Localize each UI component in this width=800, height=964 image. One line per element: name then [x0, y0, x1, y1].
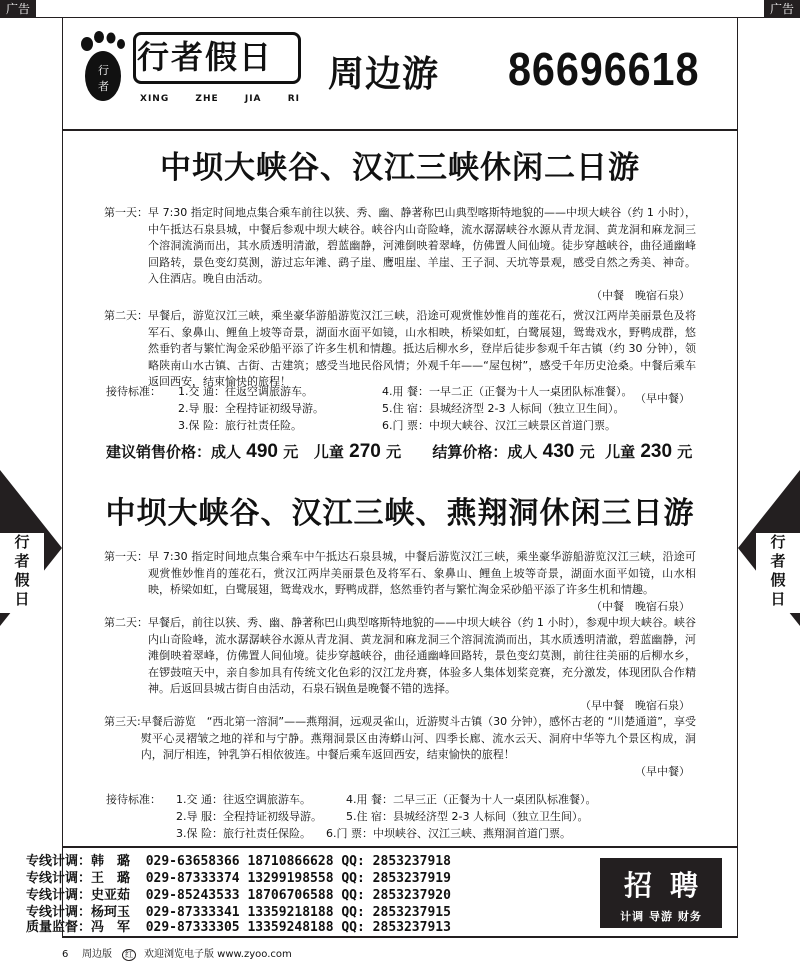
settle-child-price: 230	[640, 441, 673, 462]
day-text: 早 7:30 指定时间地点集合乘车前往以狭、秀、幽、静著称巴山典型喀斯特地貌的——中坝大峡谷（约 1 小时），中午抵达石泉县城，中餐后参观中坝大峡谷。峡谷内山奇险峰，流水潺潺峡谷水源从青龙洞、黄龙洞和麻龙洞三个溶洞流淌而出，其水质透明清澈，碧蓝幽静，河滩倒映着翠峰，仿佛置人间仙境。徒步穿越峡谷，曲径通幽峰回路转，景色变幻莫测，游过忘年滩、鹞子崖、鹰咀崖、羊崖、王子洞、天坑等景观，感受自然之秀美、神奇。入住酒店。晚自由活动。	[148, 206, 696, 285]
contact-row	[26, 870, 451, 887]
side-tab-right: 行 者 假 日	[756, 533, 800, 613]
contact-qq: QQ: 2853237920	[341, 888, 451, 903]
tour2-standard-3: 3.保 险：旅行社责任保险。	[176, 827, 311, 840]
contact-role: 专线计调：	[26, 854, 92, 869]
contact-phone: 029-63658366	[145, 854, 240, 869]
hotline-number: 86696618	[508, 43, 700, 95]
day-label: 第三天:	[104, 715, 141, 728]
ad-tag-right: 广告	[764, 0, 800, 18]
contact-name: 韩 璐	[91, 854, 131, 869]
tour2-itinerary	[104, 549, 696, 780]
contact-phone: 029-87333374	[145, 871, 240, 886]
price-unit: 元	[283, 443, 299, 461]
day-meal: （早中餐）	[635, 391, 690, 405]
logo-foot-char-1: 行	[98, 64, 109, 77]
contact-qq: QQ: 2853237913	[341, 920, 451, 935]
tour1-standard-3: 3.保 险：旅行社责任险。	[178, 419, 302, 432]
contact-qq: QQ: 2853237918	[341, 854, 451, 869]
badge-icon: 红	[122, 949, 136, 961]
day-text: 早 7:30 指定时间地点集合乘车中午抵达石泉县城，中餐后游览汉江三峡，乘坐豪华游船游览汉江三峡，沿途可观赏惟妙惟肖的莲花石，赏汉江两岸美丽景色及将军石、象鼻山、鲤鱼上坡等奇景，湖面水面平如镜，山水相映，桥梁如虹，白鹭展翅，鸳鸯戏水，野鸭成群，悠然垂钓者与繁忙淘金采砂船平添了许多生机和情趣。	[148, 550, 696, 596]
side-tab-left: 行 者 假 日	[0, 533, 44, 613]
contact-row	[26, 919, 451, 936]
tour2-standard-2: 2.导 服：全程持证初级导游。	[176, 810, 322, 823]
contact-mobile: 13299198558	[247, 871, 334, 886]
tour1-standard-2: 2.导 服：全程持证初级导游。	[178, 402, 324, 415]
contact-mobile: 13359248188	[247, 920, 334, 935]
suggest-adult-price: 490	[246, 441, 278, 462]
tour1-standard-6: 6.门 票：中坝大峡谷、汉江三峡景区首道门票。	[382, 419, 616, 432]
recruit-roles: 计调 导游 财务	[620, 910, 702, 923]
day-meal: （早中餐）	[635, 764, 690, 778]
day-label: 第二天：	[104, 616, 148, 629]
contact-qq: QQ: 2853237919	[341, 871, 451, 886]
hotline-label: 周边游	[328, 54, 440, 95]
day-label: 第二天：	[104, 309, 148, 322]
child-label: 儿童	[313, 443, 344, 461]
tour2-standard-5: 5.住 宿：县城经济型 2-3 人标间（独立卫生间）。	[346, 810, 589, 823]
contact-mobile: 18710866628	[247, 854, 334, 869]
footprint-logo-icon	[78, 30, 128, 104]
tour1-standard-1: 1.交 通：往返空调旅游车。	[178, 385, 313, 398]
page-number: 6	[62, 949, 69, 960]
tour2-standard-6: 6.门 票：中坝峡谷、汉江三峡、燕翔洞首道门票。	[326, 827, 571, 840]
day-label: 第一天：	[104, 550, 148, 563]
contact-row	[26, 887, 451, 904]
logo-roman-4: RI	[287, 94, 300, 104]
tour1-standard-4: 4.用 餐：一早二正（正餐为十人一桌团队标准餐）。	[382, 385, 633, 398]
recruit-box	[600, 858, 722, 928]
tour1-standard-5: 5.住 宿：县城经济型 2-3 人标间（独立卫生间）。	[382, 402, 625, 415]
contact-mobile: 13359218188	[247, 905, 334, 920]
price-unit: 元	[386, 443, 402, 461]
price-unit: 元	[677, 443, 693, 461]
footer	[0, 946, 800, 964]
tour1-standards-label: 接待标准：	[106, 385, 161, 398]
logo-foot-char-2: 者	[98, 80, 109, 93]
contact-role: 质量监督：	[26, 920, 92, 935]
recruit-title: 招聘	[623, 869, 716, 902]
contact-row	[26, 853, 451, 870]
contact-name: 史亚茹	[91, 888, 131, 903]
suggest-price-label: 建议销售价格：成人	[106, 443, 242, 461]
contact-mobile: 18706706588	[247, 888, 334, 903]
edition-label: 周边版	[82, 949, 112, 960]
price-unit: 元	[579, 443, 595, 461]
logo-roman-3: JIA	[244, 94, 262, 104]
tour2-title: 中坝大峡谷、汉江三峡、燕翔洞休闲三日游	[105, 496, 695, 531]
day-meal: （中餐 晚宿石泉）	[591, 599, 690, 613]
tour1-itinerary	[104, 205, 696, 407]
contact-qq: QQ: 2853237915	[341, 905, 451, 920]
tour1-day-1	[104, 205, 696, 304]
contact-phone: 029-85243533	[145, 888, 240, 903]
tour2-day-1	[104, 549, 696, 615]
welcome-link[interactable]: 欢迎浏览电子版 www.zyoo.com	[144, 949, 292, 960]
tour1-price	[106, 441, 692, 463]
suggest-child-price: 270	[349, 441, 381, 462]
logo-roman-1: XING	[140, 94, 170, 104]
day-text: 早餐后，前往以狭、秀、幽、静著称巴山典型喀斯特地貌的——中坝大峡谷（约 1 小时），参观中坝大峡谷。峡谷内山奇险峰，流水潺潺峡谷水源从青龙洞、黄龙洞和麻龙洞三个溶洞流淌而出，其水质透明清澈，碧蓝幽静，河滩倒映着翠峰，仿佛置人间仙境。徒步穿越峡谷，曲径通幽峰回路转，景色变幻莫测，前往往美丽的后柳水乡，在锣鼓喧天中，亲自参加具有传统文化色彩的汉江龙舟赛，体验多人集体划桨竞赛，充分激发，体现团队合作精神。后返回县城古街自由活动，石泉石锅鱼是晚餐不错的选择。	[148, 616, 696, 695]
day-label: 第一天：	[104, 206, 148, 219]
contact-name: 冯 军	[91, 920, 131, 935]
contact-name: 杨珂玉	[91, 905, 131, 920]
settle-adult-price: 430	[542, 441, 575, 462]
contact-role: 专线计调：	[26, 888, 92, 903]
logo-name: 行者假日	[137, 38, 274, 76]
tour1-title: 中坝大峡谷、汉江三峡休闲二日游	[160, 150, 640, 186]
contact-phone: 029-87333305	[145, 920, 240, 935]
tour2-day-3	[104, 714, 696, 780]
contact-role: 专线计调：	[26, 871, 92, 886]
contact-name: 王 璐	[91, 871, 131, 886]
ad-tag-left: 广告	[0, 0, 36, 18]
day-text: 早餐后，游览汉江三峡，乘坐豪华游船游览汉江三峡，沿途可观赏惟妙惟肖的莲花石，赏汉江两岸美丽景色及将军石、象鼻山、鲤鱼上坡等奇景，湖面水面平如镜，山水相映，桥梁如虹，白鹭展翅，鸳鸯戏水，野鸭成群，悠然垂钓者与繁忙淘金采砂船平添了许多生机和情趣。抵达后柳水乡，登岸后徒步参观千年古镇（约 30 分钟），领略陕南山水古镇、古街、古建筑；感受当地民俗风情；外观千年——“屋包树”，感受千年历史沧桑。中餐后乘车返回西安，结束愉快的旅程！	[148, 309, 696, 388]
contact-phone: 029-87333341	[145, 905, 240, 920]
tour2-day-2	[104, 615, 696, 714]
logo-roman-2: ZHE	[195, 94, 219, 104]
day-meal: （早中餐 晚宿石泉）	[580, 698, 690, 712]
tour2-standards-label: 接待标准：	[106, 793, 161, 806]
child-label: 儿童	[605, 443, 636, 461]
day-meal: （中餐 晚宿石泉）	[591, 288, 690, 302]
day-text: 早餐后游览 “西北第一溶洞”——燕翔洞，远观灵雀山，近游熨斗古镇（30 分钟），感怀古老的 “川楚通道”，享受熨平心灵褶皱之地的祥和与宁静。燕翔洞景区由涛蟒山河、四季长廊、流水云天、洞府中华等九个景区构成，洞内，洞厅相连，钟乳笋石相依彼连。中餐后乘车返回西安，结束愉快的旅程！	[140, 715, 697, 761]
tour2-standard-4: 4.用 餐：二早三正（正餐为十人一桌团队标准餐）。	[346, 793, 597, 806]
logo-roman	[140, 94, 300, 104]
tour2-standard-1: 1.交 通：往返空调旅游车。	[176, 793, 311, 806]
contact-role: 专线计调：	[26, 905, 92, 920]
settle-price-label: 结算价格：成人	[432, 443, 538, 461]
